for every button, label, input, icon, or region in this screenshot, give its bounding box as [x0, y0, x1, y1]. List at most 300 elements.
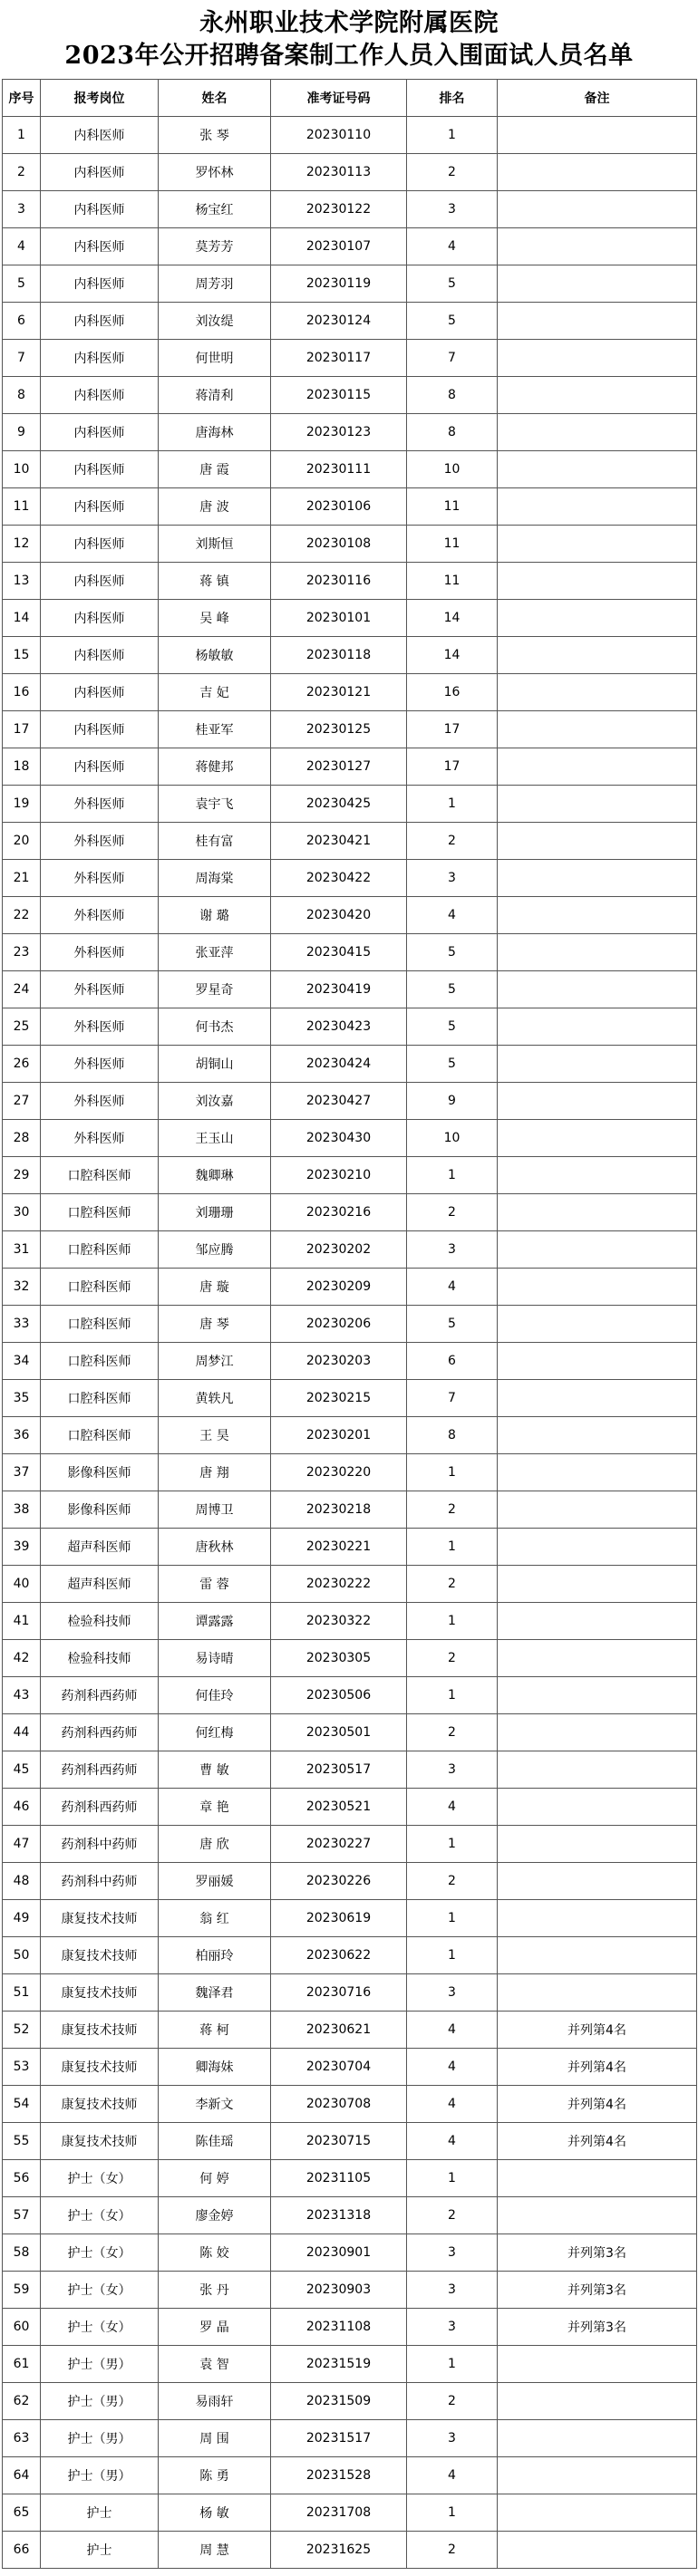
- cell-post: 护士（男）: [41, 2346, 159, 2383]
- cell-exam-id: 20230108: [271, 526, 407, 563]
- cell-name: 张 琴: [159, 117, 271, 154]
- cell-rank: 1: [407, 786, 498, 823]
- cell-name: 谢 璐: [159, 897, 271, 934]
- cell-exam-id: 20231105: [271, 2160, 407, 2197]
- cell-seq: 17: [3, 711, 41, 748]
- cell-name: 唐 欣: [159, 1826, 271, 1863]
- cell-rank: 3: [407, 1231, 498, 1269]
- cell-exam-id: 20230622: [271, 1937, 407, 1974]
- cell-post: 药剂科中药师: [41, 1863, 159, 1900]
- cell-exam-id: 20230506: [271, 1677, 407, 1714]
- cell-note: [498, 1974, 697, 2012]
- cell-post: 内科医师: [41, 711, 159, 748]
- table-row: [3, 563, 697, 600]
- cell-exam-id: 20230124: [271, 303, 407, 340]
- cell-name: 罗丽媛: [159, 1863, 271, 1900]
- table-row: [3, 526, 697, 563]
- table-row: [3, 786, 697, 823]
- cell-rank: 16: [407, 674, 498, 711]
- cell-note: [498, 1677, 697, 1714]
- cell-post: 外科医师: [41, 823, 159, 860]
- cell-post: 影像科医师: [41, 1454, 159, 1491]
- cell-seq: 22: [3, 897, 41, 934]
- cell-rank: 1: [407, 1157, 498, 1194]
- cell-note: [498, 1566, 697, 1603]
- cell-name: 张亚萍: [159, 934, 271, 971]
- cell-post: 口腔科医师: [41, 1231, 159, 1269]
- cell-rank: 3: [407, 1974, 498, 2012]
- table-body: [3, 117, 697, 2569]
- cell-note: [498, 488, 697, 526]
- cell-name: 胡铜山: [159, 1046, 271, 1083]
- cell-post: 内科医师: [41, 303, 159, 340]
- table-row: [3, 2532, 697, 2569]
- title-list: 2023年公开招聘备案制工作人员入围面试人员名单: [64, 42, 634, 70]
- cell-post: 检验科技师: [41, 1603, 159, 1640]
- cell-rank: 2: [407, 2197, 498, 2234]
- cell-exam-id: 20230901: [271, 2234, 407, 2272]
- cell-post: 外科医师: [41, 1083, 159, 1120]
- cell-exam-id: 20231708: [271, 2494, 407, 2532]
- table-row: [3, 2272, 697, 2309]
- cell-post: 口腔科医师: [41, 1380, 159, 1417]
- cell-note: [498, 526, 697, 563]
- cell-exam-id: 20230220: [271, 1454, 407, 1491]
- cell-rank: 9: [407, 1083, 498, 1120]
- cell-name: 唐海林: [159, 414, 271, 451]
- cell-exam-id: 20230111: [271, 451, 407, 488]
- cell-exam-id: 20230203: [271, 1343, 407, 1380]
- cell-post: 药剂科中药师: [41, 1826, 159, 1863]
- cell-exam-id: 20230116: [271, 563, 407, 600]
- table-row: [3, 2383, 697, 2420]
- cell-name: 唐 琴: [159, 1306, 271, 1343]
- cell-note: [498, 1751, 697, 1789]
- table-row: [3, 451, 697, 488]
- header-seq: 序号: [3, 80, 41, 117]
- cell-exam-id: 20230420: [271, 897, 407, 934]
- cell-rank: 1: [407, 1603, 498, 1640]
- cell-name: 蒋 柯: [159, 2012, 271, 2049]
- cell-exam-id: 20230425: [271, 786, 407, 823]
- cell-rank: 4: [407, 2457, 498, 2494]
- cell-note: [498, 1046, 697, 1083]
- table-row: [3, 488, 697, 526]
- cell-seq: 55: [3, 2123, 41, 2160]
- cell-exam-id: 20230521: [271, 1789, 407, 1826]
- cell-note: 并列第4名: [498, 2049, 697, 2086]
- cell-seq: 44: [3, 1714, 41, 1751]
- cell-seq: 19: [3, 786, 41, 823]
- cell-name: 桂亚军: [159, 711, 271, 748]
- cell-seq: 32: [3, 1269, 41, 1306]
- cell-name: 吴 峰: [159, 600, 271, 637]
- cell-note: [498, 1417, 697, 1454]
- cell-post: 内科医师: [41, 117, 159, 154]
- cell-name: 唐秋林: [159, 1529, 271, 1566]
- table-row: [3, 2012, 697, 2049]
- cell-note: [498, 1380, 697, 1417]
- cell-note: [498, 637, 697, 674]
- cell-note: [498, 377, 697, 414]
- cell-note: 并列第3名: [498, 2234, 697, 2272]
- cell-post: 康复技术技师: [41, 2123, 159, 2160]
- cell-seq: 49: [3, 1900, 41, 1937]
- cell-rank: 1: [407, 1900, 498, 1937]
- cell-name: 何书杰: [159, 1008, 271, 1046]
- cell-name: 魏泽君: [159, 1974, 271, 2012]
- cell-name: 袁 智: [159, 2346, 271, 2383]
- cell-seq: 37: [3, 1454, 41, 1491]
- cell-seq: 51: [3, 1974, 41, 2012]
- cell-seq: 33: [3, 1306, 41, 1343]
- cell-seq: 14: [3, 600, 41, 637]
- cell-name: 廖金婷: [159, 2197, 271, 2234]
- table-row: [3, 2309, 697, 2346]
- table-row: [3, 2160, 697, 2197]
- table-row: [3, 303, 697, 340]
- cell-note: [498, 1083, 697, 1120]
- table-row: [3, 1937, 697, 1974]
- cell-exam-id: 20230201: [271, 1417, 407, 1454]
- cell-exam-id: 20230117: [271, 340, 407, 377]
- cell-post: 护士（男）: [41, 2420, 159, 2457]
- table-row: [3, 1900, 697, 1937]
- cell-name: 莫芳芳: [159, 228, 271, 265]
- cell-exam-id: 20230119: [271, 265, 407, 303]
- cell-exam-id: 20231517: [271, 2420, 407, 2457]
- cell-rank: 1: [407, 2494, 498, 2532]
- cell-post: 药剂科西药师: [41, 1714, 159, 1751]
- cell-rank: 10: [407, 1120, 498, 1157]
- cell-exam-id: 20230202: [271, 1231, 407, 1269]
- cell-exam-id: 20230903: [271, 2272, 407, 2309]
- cell-exam-id: 20230206: [271, 1306, 407, 1343]
- table-row: [3, 2494, 697, 2532]
- cell-rank: 2: [407, 823, 498, 860]
- cell-post: 口腔科医师: [41, 1194, 159, 1231]
- cell-seq: 56: [3, 2160, 41, 2197]
- cell-seq: 2: [3, 154, 41, 191]
- cell-note: 并列第4名: [498, 2012, 697, 2049]
- cell-rank: 4: [407, 2012, 498, 2049]
- cell-note: [498, 1008, 697, 1046]
- cell-note: [498, 2532, 697, 2569]
- cell-name: 翁 红: [159, 1900, 271, 1937]
- table-row: [3, 1046, 697, 1083]
- cell-seq: 27: [3, 1083, 41, 1120]
- cell-rank: 14: [407, 637, 498, 674]
- cell-seq: 54: [3, 2086, 41, 2123]
- cell-name: 刘汝缇: [159, 303, 271, 340]
- cell-post: 护士（女）: [41, 2309, 159, 2346]
- cell-exam-id: 20230227: [271, 1826, 407, 1863]
- cell-name: 周梦江: [159, 1343, 271, 1380]
- cell-note: [498, 1194, 697, 1231]
- cell-post: 内科医师: [41, 674, 159, 711]
- cell-post: 外科医师: [41, 786, 159, 823]
- cell-seq: 15: [3, 637, 41, 674]
- cell-note: [498, 1714, 697, 1751]
- table-row: [3, 377, 697, 414]
- table-row: [3, 2123, 697, 2160]
- cell-post: 内科医师: [41, 451, 159, 488]
- cell-exam-id: 20231108: [271, 2309, 407, 2346]
- cell-note: [498, 1826, 697, 1863]
- cell-name: 雷 蓉: [159, 1566, 271, 1603]
- cell-seq: 13: [3, 563, 41, 600]
- cell-exam-id: 20230501: [271, 1714, 407, 1751]
- cell-rank: 4: [407, 1789, 498, 1826]
- table-row: [3, 1677, 697, 1714]
- cell-note: [498, 823, 697, 860]
- cell-rank: 2: [407, 2383, 498, 2420]
- table-row: [3, 674, 697, 711]
- cell-name: 袁宇飞: [159, 786, 271, 823]
- cell-seq: 63: [3, 2420, 41, 2457]
- cell-seq: 48: [3, 1863, 41, 1900]
- cell-exam-id: 20230421: [271, 823, 407, 860]
- cell-name: 李新文: [159, 2086, 271, 2123]
- cell-note: [498, 860, 697, 897]
- cell-seq: 57: [3, 2197, 41, 2234]
- cell-note: [498, 1900, 697, 1937]
- cell-rank: 1: [407, 117, 498, 154]
- cell-rank: 11: [407, 488, 498, 526]
- header-rank: 排名: [407, 80, 498, 117]
- table-row: [3, 1529, 697, 1566]
- table-row: [3, 1566, 697, 1603]
- cell-seq: 31: [3, 1231, 41, 1269]
- cell-seq: 39: [3, 1529, 41, 1566]
- cell-exam-id: 20230121: [271, 674, 407, 711]
- cell-exam-id: 20230424: [271, 1046, 407, 1083]
- cell-exam-id: 20230716: [271, 1974, 407, 2012]
- cell-seq: 21: [3, 860, 41, 897]
- cell-note: [498, 1640, 697, 1677]
- cell-exam-id: 20230127: [271, 748, 407, 786]
- cell-name: 唐 璇: [159, 1269, 271, 1306]
- cell-post: 护士（女）: [41, 2234, 159, 2272]
- cell-name: 周芳羽: [159, 265, 271, 303]
- cell-seq: 16: [3, 674, 41, 711]
- cell-exam-id: 20230517: [271, 1751, 407, 1789]
- cell-seq: 58: [3, 2234, 41, 2272]
- cell-note: 并列第4名: [498, 2086, 697, 2123]
- cell-post: 内科医师: [41, 748, 159, 786]
- cell-name: 何佳玲: [159, 1677, 271, 1714]
- cell-post: 护士（女）: [41, 2160, 159, 2197]
- cell-rank: 17: [407, 748, 498, 786]
- table-row: [3, 1008, 697, 1046]
- cell-note: [498, 117, 697, 154]
- cell-rank: 4: [407, 897, 498, 934]
- cell-seq: 6: [3, 303, 41, 340]
- cell-post: 外科医师: [41, 1008, 159, 1046]
- cell-exam-id: 20231318: [271, 2197, 407, 2234]
- cell-rank: 2: [407, 1491, 498, 1529]
- cell-exam-id: 20230107: [271, 228, 407, 265]
- title-hospital: 永州职业技术学院附属医院: [199, 9, 499, 37]
- cell-name: 杨 敏: [159, 2494, 271, 2532]
- cell-name: 吉 妃: [159, 674, 271, 711]
- cell-rank: 4: [407, 2049, 498, 2086]
- cell-name: 唐 翔: [159, 1454, 271, 1491]
- cell-post: 康复技术技师: [41, 2012, 159, 2049]
- cell-note: [498, 2160, 697, 2197]
- cell-name: 谭露露: [159, 1603, 271, 1640]
- cell-seq: 52: [3, 2012, 41, 2049]
- table-row: [3, 1194, 697, 1231]
- cell-exam-id: 20230427: [271, 1083, 407, 1120]
- cell-exam-id: 20230106: [271, 488, 407, 526]
- cell-rank: 5: [407, 265, 498, 303]
- cell-name: 曹 敏: [159, 1751, 271, 1789]
- cell-rank: 5: [407, 1008, 498, 1046]
- cell-post: 康复技术技师: [41, 2049, 159, 2086]
- cell-rank: 4: [407, 228, 498, 265]
- cell-exam-id: 20230115: [271, 377, 407, 414]
- cell-note: [498, 2383, 697, 2420]
- cell-name: 杨宝红: [159, 191, 271, 228]
- cell-post: 口腔科医师: [41, 1417, 159, 1454]
- cell-exam-id: 20230210: [271, 1157, 407, 1194]
- table-row: [3, 1380, 697, 1417]
- table-row: [3, 934, 697, 971]
- cell-post: 护士（女）: [41, 2197, 159, 2234]
- cell-seq: 66: [3, 2532, 41, 2569]
- header-note: 备注: [498, 80, 697, 117]
- cell-name: 刘珊珊: [159, 1194, 271, 1231]
- cell-exam-id: 20230122: [271, 191, 407, 228]
- cell-seq: 40: [3, 1566, 41, 1603]
- cell-exam-id: 20230621: [271, 2012, 407, 2049]
- cell-name: 桂有富: [159, 823, 271, 860]
- cell-rank: 2: [407, 1566, 498, 1603]
- cell-rank: 3: [407, 2234, 498, 2272]
- cell-name: 蒋 镇: [159, 563, 271, 600]
- cell-rank: 5: [407, 934, 498, 971]
- cell-rank: 7: [407, 340, 498, 377]
- cell-name: 蒋健邦: [159, 748, 271, 786]
- cell-post: 口腔科医师: [41, 1343, 159, 1380]
- cell-rank: 3: [407, 1751, 498, 1789]
- cell-name: 罗 晶: [159, 2309, 271, 2346]
- cell-note: [498, 1603, 697, 1640]
- table-row: [3, 1826, 697, 1863]
- cell-name: 刘斯恒: [159, 526, 271, 563]
- table-row: [3, 2197, 697, 2234]
- table-header: [3, 80, 697, 117]
- cell-seq: 36: [3, 1417, 41, 1454]
- cell-note: [498, 1454, 697, 1491]
- cell-post: 外科医师: [41, 860, 159, 897]
- table-row: [3, 1751, 697, 1789]
- table-row: [3, 1269, 697, 1306]
- cell-rank: 17: [407, 711, 498, 748]
- cell-seq: 18: [3, 748, 41, 786]
- cell-exam-id: 20230222: [271, 1566, 407, 1603]
- cell-note: [498, 1343, 697, 1380]
- cell-name: 何 婷: [159, 2160, 271, 2197]
- cell-post: 检验科技师: [41, 1640, 159, 1677]
- cell-rank: 3: [407, 2309, 498, 2346]
- table-row: [3, 2086, 697, 2123]
- cell-rank: 1: [407, 1937, 498, 1974]
- cell-seq: 30: [3, 1194, 41, 1231]
- cell-name: 刘汝嘉: [159, 1083, 271, 1120]
- cell-note: [498, 191, 697, 228]
- cell-seq: 47: [3, 1826, 41, 1863]
- cell-seq: 7: [3, 340, 41, 377]
- cell-rank: 3: [407, 2272, 498, 2309]
- cell-name: 王 昊: [159, 1417, 271, 1454]
- cell-exam-id: 20231519: [271, 2346, 407, 2383]
- cell-note: [498, 748, 697, 786]
- cell-exam-id: 20230619: [271, 1900, 407, 1937]
- table-row: [3, 1343, 697, 1380]
- cell-rank: 2: [407, 1714, 498, 1751]
- cell-exam-id: 20230415: [271, 934, 407, 971]
- cell-exam-id: 20230113: [271, 154, 407, 191]
- cell-exam-id: 20231528: [271, 2457, 407, 2494]
- cell-post: 超声科医师: [41, 1529, 159, 1566]
- cell-note: [498, 228, 697, 265]
- cell-rank: 8: [407, 1417, 498, 1454]
- cell-post: 内科医师: [41, 526, 159, 563]
- cell-name: 罗星奇: [159, 971, 271, 1008]
- cell-exam-id: 20230110: [271, 117, 407, 154]
- cell-note: [498, 2494, 697, 2532]
- cell-name: 蒋清利: [159, 377, 271, 414]
- cell-post: 内科医师: [41, 228, 159, 265]
- cell-name: 陈 勇: [159, 2457, 271, 2494]
- cell-note: [498, 303, 697, 340]
- cell-name: 周海棠: [159, 860, 271, 897]
- cell-rank: 2: [407, 1194, 498, 1231]
- cell-name: 王玉山: [159, 1120, 271, 1157]
- cell-seq: 43: [3, 1677, 41, 1714]
- cell-seq: 61: [3, 2346, 41, 2383]
- title-block: [0, 0, 698, 76]
- cell-seq: 5: [3, 265, 41, 303]
- cell-exam-id: 20230322: [271, 1603, 407, 1640]
- cell-name: 周博卫: [159, 1491, 271, 1529]
- cell-seq: 20: [3, 823, 41, 860]
- cell-seq: 9: [3, 414, 41, 451]
- cell-seq: 1: [3, 117, 41, 154]
- cell-note: [498, 674, 697, 711]
- cell-post: 内科医师: [41, 600, 159, 637]
- cell-post: 内科医师: [41, 340, 159, 377]
- table-row: [3, 1789, 697, 1826]
- cell-note: [498, 786, 697, 823]
- table-row: [3, 637, 697, 674]
- cell-post: 外科医师: [41, 1120, 159, 1157]
- cell-seq: 42: [3, 1640, 41, 1677]
- table-row: [3, 117, 697, 154]
- table-row: [3, 191, 697, 228]
- table-row: [3, 897, 697, 934]
- cell-rank: 1: [407, 2160, 498, 2197]
- cell-name: 何红梅: [159, 1714, 271, 1751]
- cell-note: [498, 600, 697, 637]
- cell-note: [498, 451, 697, 488]
- cell-note: [498, 154, 697, 191]
- cell-note: 并列第3名: [498, 2309, 697, 2346]
- cell-name: 张 丹: [159, 2272, 271, 2309]
- cell-seq: 34: [3, 1343, 41, 1380]
